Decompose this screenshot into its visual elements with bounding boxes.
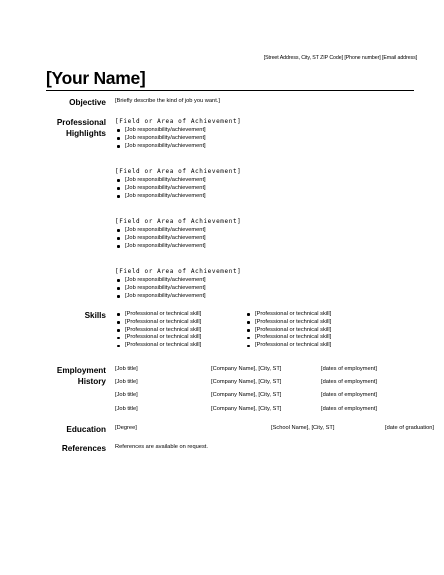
list-item: [Job responsibility/achievement] <box>115 185 417 193</box>
list-item: [Job responsibility/achievement] <box>115 135 417 143</box>
employment-label: Employment History <box>56 366 106 386</box>
education-label: Education <box>66 425 106 434</box>
education-content <box>115 425 435 438</box>
job-title: [Job title] <box>115 392 138 399</box>
table-row <box>115 425 435 438</box>
employment-dates: [dates of employment] <box>321 379 377 386</box>
list-item: [Job responsibility/achievement] <box>115 193 417 201</box>
highlights-content <box>115 118 417 318</box>
graduation-date: [date of graduation] <box>385 425 435 431</box>
list-item: [Job responsibility/achievement] <box>115 143 417 151</box>
list-item: [Professional or technical skill] <box>245 327 375 335</box>
skills-content <box>115 311 417 350</box>
company: [Company Name], [City, ST] <box>211 392 282 399</box>
table-row <box>115 366 417 379</box>
company: [Company Name], [City, ST] <box>211 366 282 372</box>
highlights-label: Professional Highlights <box>56 118 106 138</box>
achievement-area-title: [Field or Area of Achievement] <box>115 118 242 125</box>
list-item: [Professional or technical skill] <box>245 342 375 350</box>
company: [Company Name], [City, ST] <box>211 405 282 412</box>
school: [School Name], [City, ST] <box>271 425 335 431</box>
skills-column-2 <box>245 311 375 350</box>
achievement-area-title: [Field or Area of Achievement] <box>115 168 242 175</box>
list-item: [Professional or technical skill] <box>245 319 375 327</box>
table-row <box>115 379 417 392</box>
list-item: [Professional or technical skill] <box>115 327 245 335</box>
list-item: [Job responsibility/achievement] <box>115 235 417 243</box>
employment-content <box>115 366 417 419</box>
skills-column-1 <box>115 311 245 350</box>
list-item: [Professional or technical skill] <box>245 334 375 342</box>
job-title: [Job title] <box>115 366 138 372</box>
achievement-group <box>115 118 417 168</box>
references-text: References are available on request. <box>115 444 208 450</box>
table-row <box>115 406 417 419</box>
references-label: References <box>61 444 106 453</box>
list-item: [Professional or technical skill] <box>115 311 245 319</box>
list-item: [Job responsibility/achievement] <box>115 127 417 135</box>
achievement-area-title: [Field or Area of Achievement] <box>115 218 242 225</box>
resume-name: [Your Name] <box>46 68 146 88</box>
list-item: [Job responsibility/achievement] <box>115 277 417 285</box>
contact-info: [Street Address, City, ST ZIP Code] [Phone number] [Email address] <box>263 55 417 61</box>
list-item: [Professional or technical skill] <box>115 319 245 327</box>
list-item: [Job responsibility/achievement] <box>115 177 417 185</box>
list-item: [Job responsibility/achievement] <box>115 227 417 235</box>
list-item: [Job responsibility/achievement] <box>115 243 417 251</box>
list-item: [Job responsibility/achievement] <box>115 293 417 301</box>
employment-dates: [dates of employment] <box>321 392 377 399</box>
skills-label: Skills <box>84 311 106 320</box>
objective-text: [Briefly describe the kind of job you want.] <box>115 98 220 104</box>
list-item: [Professional or technical skill] <box>115 334 245 342</box>
employment-dates: [dates of employment] <box>321 366 377 372</box>
header-rule <box>46 90 414 91</box>
list-item: [Professional or technical skill] <box>245 311 375 319</box>
achievement-group <box>115 218 417 268</box>
company: [Company Name], [City, ST] <box>211 379 282 386</box>
job-title: [Job title] <box>115 379 138 386</box>
achievement-area-title: [Field or Area of Achievement] <box>115 268 242 275</box>
job-title: [Job title] <box>115 405 138 412</box>
objective-label: Objective <box>69 98 106 107</box>
list-item: [Job responsibility/achievement] <box>115 285 417 293</box>
degree: [Degree] <box>115 425 137 431</box>
table-row <box>115 392 417 405</box>
achievement-group <box>115 168 417 218</box>
list-item: [Professional or technical skill] <box>115 342 245 350</box>
employment-dates: [dates of employment] <box>321 405 377 412</box>
